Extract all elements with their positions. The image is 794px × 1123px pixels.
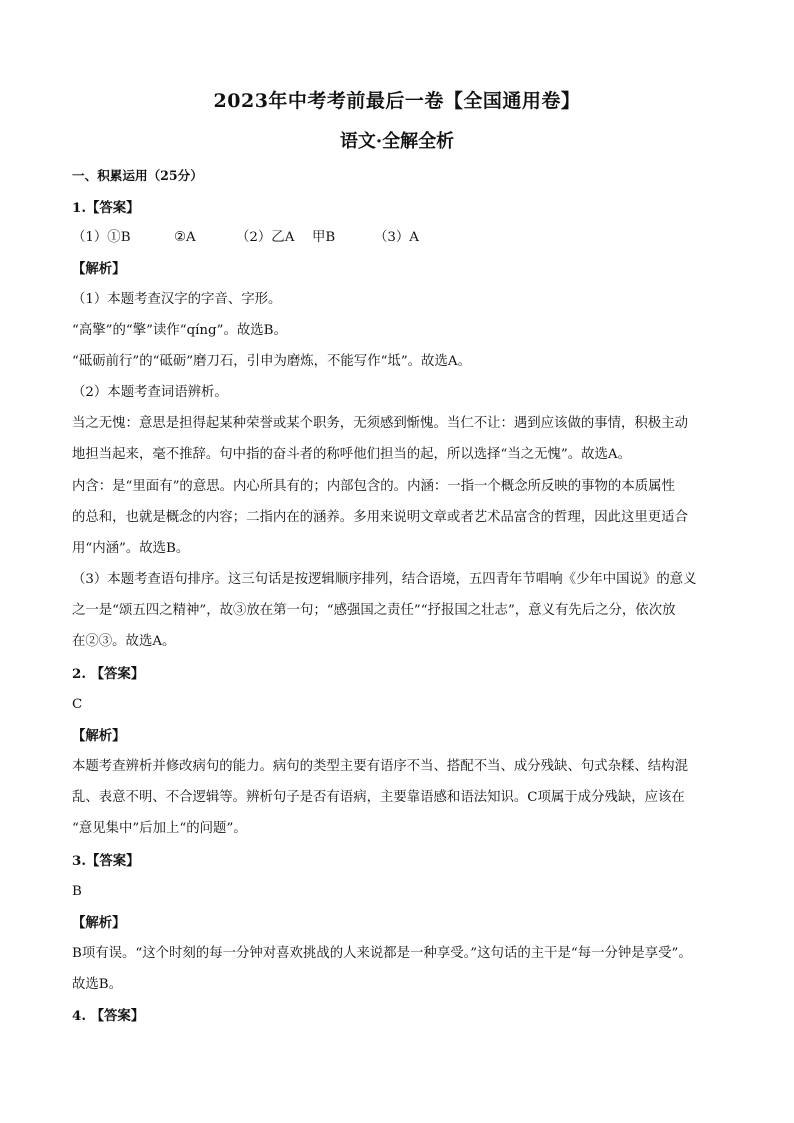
q1-answer-2: ②A: [174, 230, 196, 245]
q1-line: （1）本题考查汉字的字音、字形。: [72, 292, 282, 307]
q1-line: 在②③。故选A。: [72, 634, 176, 649]
q1-answer-5: （3）A: [374, 230, 419, 245]
q1-line: 地担当起来，毫不推辞。句中指的奋斗者的称呼他们担当的起，所以选择“当之无愧”。故选A。: [72, 447, 631, 462]
q1-line: 内含：是“里面有”的意思。内心所具有的；内部包含的。内涵：一指一个概念所反映的事物的本质属性: [72, 479, 675, 494]
q2-line: “意见集中”后加上“的问题”。: [72, 821, 247, 836]
q1-line: 用“内涵”。故选B。: [72, 541, 190, 556]
q1-line: “高擎”的“擎”读作“qíng”。故选B。: [72, 323, 287, 338]
q1-answer-4: 甲B: [312, 230, 336, 245]
q1-line: （3）本题考查语句排序。这三句话是按逻辑顺序排列，结合语境，五四青年节唱响《少年中国说》的意义: [72, 572, 697, 587]
q1-answer-label: 1.【答案】: [72, 200, 140, 216]
q1-line: 的总和，也就是概念的内容；二指内在的涵养。多用来说明文章或者艺术品富含的哲理，因此这里更适合: [72, 510, 688, 525]
q2-answer: C: [72, 697, 83, 712]
q3-line: 故选B。: [72, 977, 123, 992]
q3-answer-label: 3.【答案】: [72, 853, 140, 869]
q1-line: “砥砺前行”的“砥砺”磨刀石，引申为磨炼，不能写作“坻”。故选A。: [72, 354, 471, 369]
q2-answer-label: 2. 【答案】: [72, 666, 145, 682]
section-heading: 一、积累运用（25分）: [72, 168, 203, 183]
q2-line: 乱、表意不明、不合逻辑等。辨析句子是否有语病，主要靠语感和语法知识。C项属于成分残缺，应该在: [72, 790, 685, 805]
page-title: 2023年中考考前最后一卷【全国通用卷】: [213, 90, 581, 112]
q1-answer-1: （1）①B: [72, 230, 131, 245]
q1-line: 当之无愧：意思是担得起某种荣誉或某个职务，无须感到惭愧。当仁不让：遇到应该做的事情，积极主动: [72, 416, 688, 431]
q2-analysis-label: 【解析】: [72, 728, 126, 744]
q1-answer-row: [72, 228, 732, 248]
q2-line: 本题考查辨析并修改病句的能力。病句的类型主要有语序不当、搭配不当、成分残缺、句式杂糅、结构混: [72, 759, 688, 774]
q1-answer-3: （2）乙A: [236, 230, 295, 245]
q1-analysis-label: 【解析】: [72, 261, 126, 277]
q1-line: （2）本题考查词语辨析。: [72, 385, 228, 400]
q3-line: B项有误。“这个时刻的每一分钟对喜欢挑战的人来说都是一种享受。”这句话的主干是“每一分钟是享受”。: [72, 946, 692, 961]
q1-line: 之一是“颂五四之精神”，故③放在第一句；“感强国之责任”“抒报国之壮志”，意义有先后之分，依次放: [72, 603, 676, 618]
q3-answer: B: [72, 884, 82, 899]
q3-analysis-label: 【解析】: [72, 915, 126, 931]
q4-answer-label: 4. 【答案】: [72, 1008, 145, 1024]
page-subtitle: 语文·全解全析: [339, 131, 455, 152]
